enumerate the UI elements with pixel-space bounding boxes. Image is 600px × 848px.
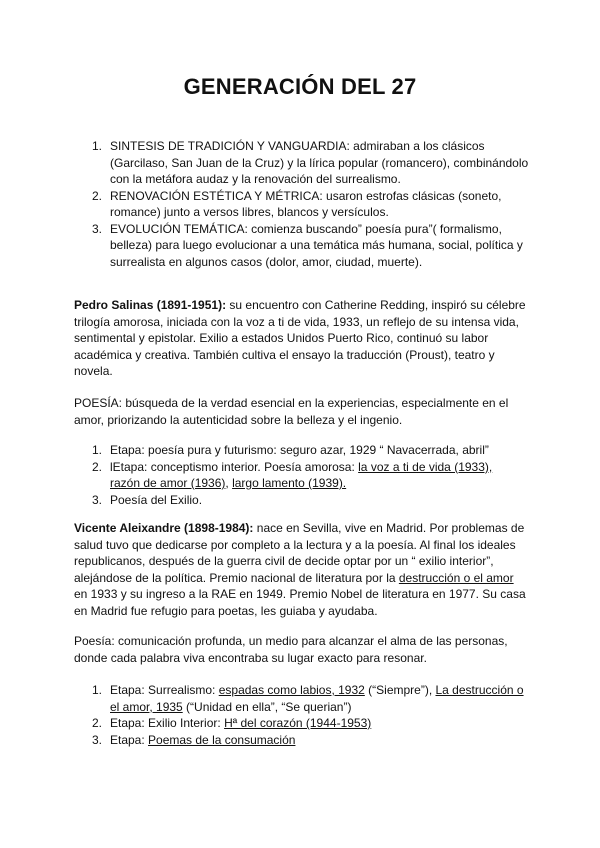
salinas-poesia: POESÍA: búsqueda de la verdad esencial en la experiencias, especialmente en el amor, priorizando la autenticidad sobre la belleza y el ingenio. [74,396,509,427]
list-item [92,459,512,492]
list-item-text: SINTESIS DE TRADICIÓN Y VANGUARDIA: admiraban a los clásicos (Garcilaso, San Juan de la Cruz) y la lírica popular (romancero), combinándolo con la metáfora audaz y la renovación del surrealismo. [110,139,529,186]
aleixandre-list [92,682,532,748]
list-item [92,188,532,221]
list-number: 3. [92,221,103,236]
list-item [92,732,532,749]
list-item-text: Poesía del Exilio. [110,492,203,507]
list-item [92,682,532,715]
list-item-text: Etapa: [110,732,149,747]
list-item [92,221,532,271]
work-title: Hª del corazón (1944-1953) [224,716,372,730]
list-number: 2. [92,188,103,203]
list-item-text: RENOVACIÓN ESTÉTICA Y MÉTRICA: usaron estrofas clásicas (soneto, romance) junto a versos libres, blancos y versículos. [110,188,502,219]
author-bio-text: en 1933 y su ingreso a la RAE en 1949. Premio Nobel de literatura en 1977. Su casa en Madrid fue refugio para poetas, les guiaba y ayudaba. [74,587,526,618]
list-number: 1. [92,683,103,697]
list-item-text: Etapa: Surrealismo: [110,683,219,697]
separator-text: , [225,476,233,490]
author-bio-text: su encuentro con Catherine Redding, inspiró su célebre trilogía amorosa, iniciada con la voz a ti de vida, 1933, un reflejo de su intensa vida, sentimental y epistolar. Exilio a estados Unidos Puerto Rico, continuó su labor académica y creativa. También cultiva el ensayo la traducción (Proust), teatro y novela. [74,298,526,378]
list-item-text: Etapa: poesía pura y futurismo: seguro azar, 1929 “ Navacerrada, abril” [110,443,489,457]
list-number: 3. [92,492,103,507]
salinas-bio [74,297,530,380]
author-bio-text: nace en Sevilla, vive en Madrid. Por problemas de salud tuvo que dedicarse por completo a la lectura y a la poesía. Al final los ideales republicanos, después de la guerra civil de decide optar por un “ exilio interior”, alejándose de la política. Premio nacional de literatura por la [74,521,525,585]
list-item-text: (“Siempre”), [364,683,436,697]
list-number: 3. [92,732,103,747]
author-name: Pedro Salinas (1891-1951): [74,298,227,312]
list-item [92,492,512,509]
work-title: espadas como labios, 1932 [218,683,365,697]
page-title: GENERACIÓN DEL 27 [183,74,417,99]
work-title: destrucción o el amor [398,570,514,585]
aleixandre-poesia: Poesía: comunicación profunda, un medio para alcanzar el alma de las personas, donde cada palabra viva encontraba su lugar exacto para resonar. [74,634,508,665]
list-number: 2. [92,459,103,474]
work-title: largo lamento (1939). [232,476,347,490]
work-title: La destrucción o el amor, 1935 [110,683,524,714]
intro-list [92,138,532,270]
list-item-text: EVOLUCIÓN TEMÁTICA: comienza buscando” poesía pura”( formalismo, belleza) para luego evolucionar a una temática más humana, social, política y surrealista en algunos casos (dolor, amor, ciudad, muerte). [110,221,523,269]
list-item [92,442,512,459]
aleixandre-bio [74,520,530,619]
list-item [92,715,532,732]
list-item [92,138,532,188]
list-number: 2. [92,716,103,730]
work-title: Poemas de la consumación [148,732,296,747]
work-title: la voz a ti de vida (1933), razón de amor (1936) [110,459,493,490]
list-item-text: lEtapa: conceptismo interior. Poesía amorosa: [110,459,359,474]
list-number: 1. [92,443,103,457]
author-name: Vicente Aleixandre (1898-1984): [74,521,254,535]
salinas-list [92,442,512,508]
list-item-text: (“Unidad en ella”, “Se querian”) [182,699,352,714]
list-number: 1. [92,139,103,153]
list-item-text: Etapa: Exilio Interior: [110,716,225,730]
